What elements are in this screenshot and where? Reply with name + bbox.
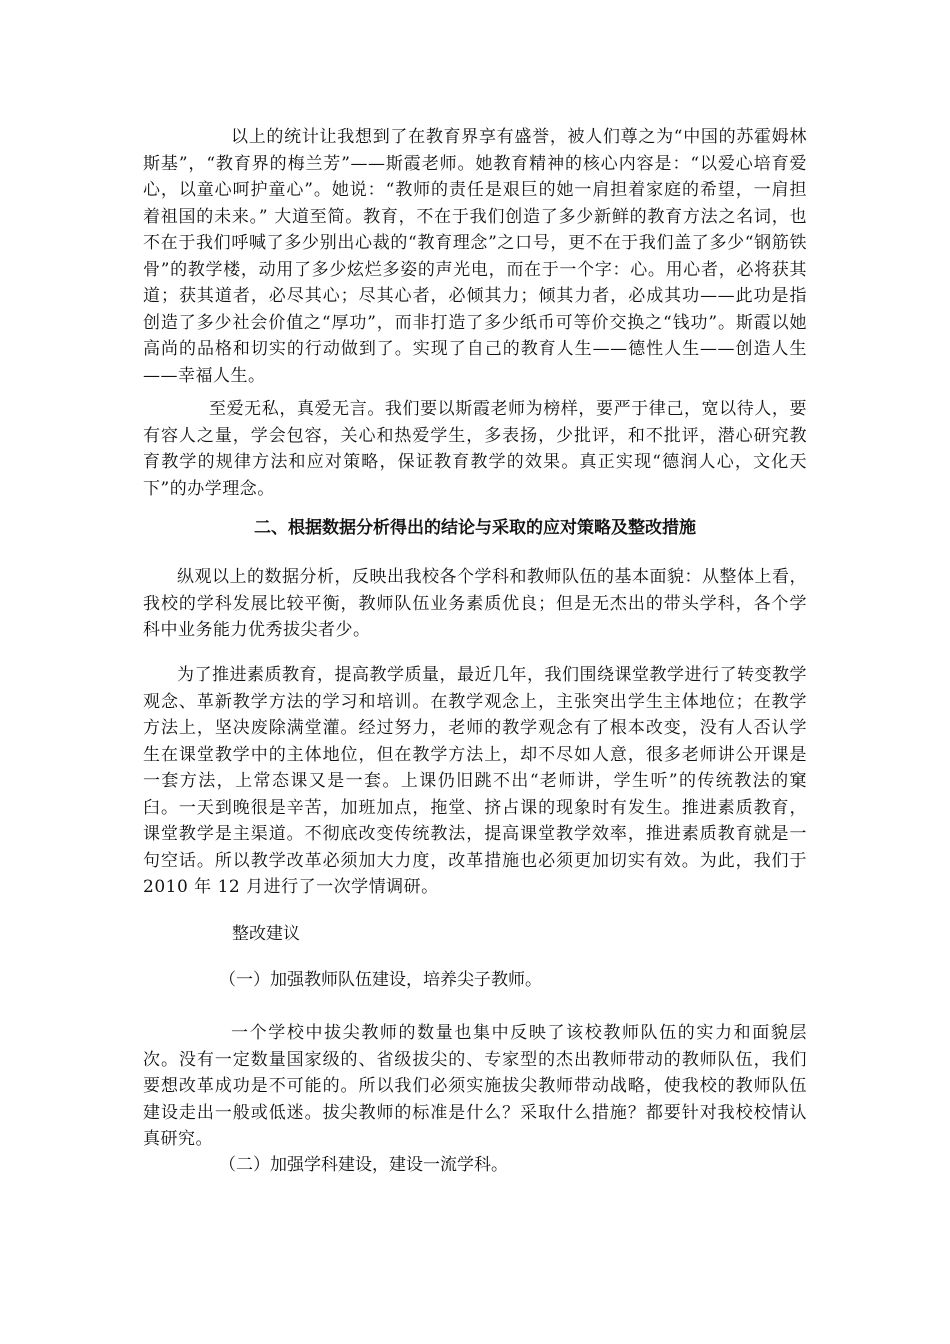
- paragraph-teaching-reform: 为了推进素质教育，提高教学质量，最近几年，我们围绕课堂教学进行了转变教学观念、革新教学方法的学习和培训。在教学观念上，主张突出学生主体地位；在教学方法上，坚决废除满堂灌。经过努力，老师的教学观念有了根本改变，没有人否认学生在课堂教学中的主体地位，但在教学方法上，却不尽如人意，很多老师讲公开课是一套方法，上常态课又是一套。上课仍旧跳不出“老师讲，学生听”的传统教法的窠臼。一天到晚很是辛苦，加班加点，拖堂、挤占课的现象时有发生。推进素质教育，课堂教学是主渠道。不彻底改变传统教法，提高课堂教学效率，推进素质教育就是一句空话。所以教学改革必须加大力度，改革措施也必须更加切实有效。为此，我们于 2010 年 12 月进行了一次学情调研。: [143, 665, 807, 897]
- paragraph-top-teachers: 一个学校中拔尖教师的数量也集中反映了该校教师队伍的实力和面貌层次。没有一定数量国家级的、省级拔尖的、专家型的杰出教师带动的教师队伍，我们要想改革成功是不可能的。所以我们必须实施拔尖教师带动战略，使我校的教师队伍建设走出一般或低迷。拔尖教师的标准是什么？采取什么措施？都要针对我校校情认真研究。: [143, 1023, 807, 1149]
- item-2-title: （二）加强学科建设，建设一流学科。: [219, 1155, 508, 1175]
- paragraph-data-overview: 纵观以上的数据分析，反映出我校各个学科和教师队伍的基本面貌：从整体上看，我校的学科发展比较平衡，教师队伍业务素质优良；但是无杰出的带头学科，各个学科中业务能力优秀拔尖者少。: [143, 567, 807, 640]
- paragraph-love-no-words: 至爱无私，真爱无言。我们要以斯霞老师为榜样，要严于律己，宽以待人，要有容人之量，学会包容，关心和热爱学生，多表扬，少批评，和不批评，潜心研究教育教学的规律方法和应对策略，保证教育教学的效果。真正实现“德润人心，文化天下”的办学理念。: [143, 399, 807, 499]
- suggestion-title: 整改建议: [232, 924, 300, 944]
- section-heading-2: 二、根据数据分析得出的结论与采取的应对策略及整改措施: [254, 518, 696, 538]
- item-1-title: （一）加强教师队伍建设，培养尖子教师。: [219, 970, 542, 990]
- paragraph-sixia-intro: 以上的统计让我想到了在教育界享有盛誉，被人们尊之为“中国的苏霍姆林斯基”，“教育界的梅兰芳”——斯霞老师。她教育精神的核心内容是：“以爱心培育爱心，以童心呵护童心”。她说：“教师的责任是艰巨的她一肩担着家庭的希望，一肩担着祖国的未来。” 大道至简。教育，不在于我们创造了多少新鲜的教育方法之名词，也不在于我们呼喊了多少别出心裁的“教育理念”之口号，更不在于我们盖了多少“钢筋铁骨”的教学楼，动用了多少炫烂多姿的声光电，而在于一个字：心。用心者，必将获其道；获其道者，必尽其心；尽其心者，必倾其力；倾其力者，必成其功——此功是指创造了多少社会价值之“厚功”，而非打造了多少纸币可等价交换之“钱功”。斯霞以她高尚的品格和切实的行动做到了。实现了自己的教育人生——德性人生——创造人生——幸福人生。: [143, 127, 807, 386]
